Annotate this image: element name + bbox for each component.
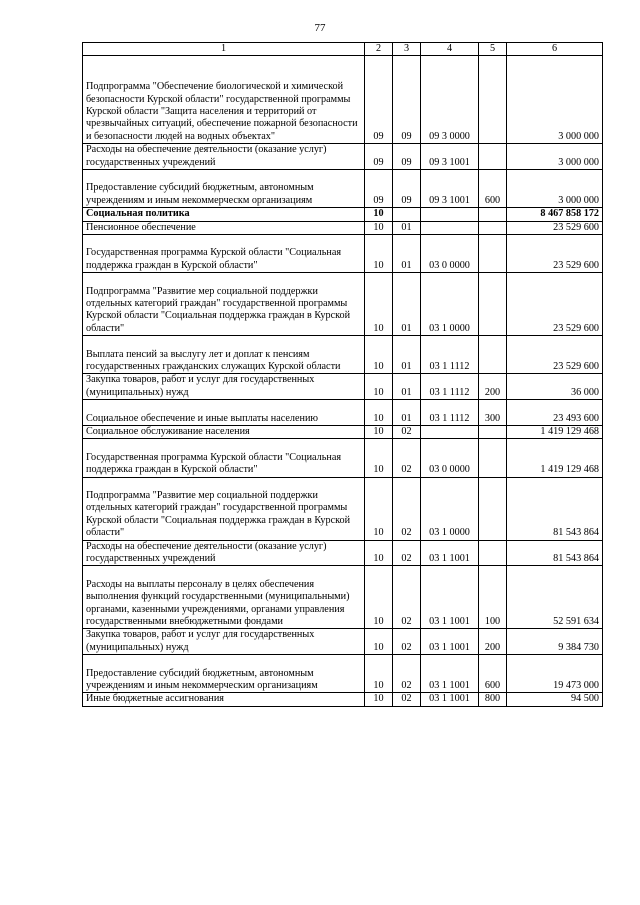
row-subsection-cell: 02 [393,439,421,477]
row-target-article-cell: 03 1 1001 [421,540,479,566]
row-subsection-cell: 09 [393,170,421,208]
row-subsection-cell: 09 [393,56,421,144]
row-expense-type-cell [479,56,507,144]
table-row [83,477,603,540]
table-row [83,693,603,706]
row-amount-cell: 3 000 000 [507,144,603,170]
row-amount-cell: 23 493 600 [507,400,603,426]
row-section-cell: 09 [365,170,393,208]
row-amount-cell: 3 000 000 [507,170,603,208]
row-target-article-cell [421,221,479,234]
row-expense-type-cell [479,336,507,374]
row-amount-cell: 52 591 634 [507,566,603,629]
row-amount-cell: 19 473 000 [507,655,603,693]
row-name-cell: Государственная программа Курской области "Социальная поддержка граждан в Курской области" [83,235,365,273]
row-target-article-cell [421,208,479,221]
row-subsection-cell: 02 [393,693,421,706]
row-expense-type-cell [479,273,507,336]
row-amount-cell: 23 529 600 [507,336,603,374]
row-name-cell: Социальное обслуживание населения [83,426,365,439]
table-header-row [83,43,603,56]
row-name-cell: Закупка товаров, работ и услуг для государственных (муниципальных) нужд [83,374,365,400]
row-section-cell: 10 [365,374,393,400]
row-name-cell: Предоставление субсидий бюджетным, автономным учреждениям и иным некоммерческим организациям [83,655,365,693]
header-col-2: 2 [365,43,393,56]
table-row [83,235,603,273]
table-row [83,629,603,655]
row-section-cell: 10 [365,221,393,234]
row-amount-cell: 8 467 858 172 [507,208,603,221]
row-subsection-cell: 01 [393,336,421,374]
row-target-article-cell: 03 1 1112 [421,374,479,400]
row-subsection-cell: 01 [393,374,421,400]
row-target-article-cell: 03 1 1001 [421,655,479,693]
table-row [83,655,603,693]
row-subsection-cell: 02 [393,629,421,655]
row-expense-type-cell [479,439,507,477]
row-section-cell: 10 [365,208,393,221]
row-amount-cell: 23 529 600 [507,273,603,336]
row-section-cell: 10 [365,235,393,273]
row-name-cell: Расходы на выплаты персоналу в целях обеспечения выполнения функций государственными (муниципальными) органами, казенными учреждениями, органами управления государственными внебюджетными фондами [83,566,365,629]
row-section-cell: 10 [365,693,393,706]
table-row [83,144,603,170]
table-row [83,56,603,144]
row-expense-type-cell: 200 [479,629,507,655]
row-expense-type-cell [479,477,507,540]
row-name-cell: Подпрограмма "Обеспечение биологической и химической безопасности Курской области" государственной программы Курской области "Защита населения и территорий от чрезвычайных ситуаций, обеспечение пожарной безопасности и безопасности людей на водных объектах" [83,56,365,144]
row-expense-type-cell: 200 [479,374,507,400]
row-expense-type-cell [479,426,507,439]
row-amount-cell: 23 529 600 [507,235,603,273]
table-row [83,221,603,234]
row-target-article-cell [421,426,479,439]
row-expense-type-cell [479,235,507,273]
row-name-cell: Расходы на обеспечение деятельности (оказание услуг) государственных учреждений [83,144,365,170]
row-section-cell: 10 [365,426,393,439]
header-col-4: 4 [421,43,479,56]
row-name-cell: Предоставление субсидий бюджетным, автономным учреждениям и иным некоммерческм организациям [83,170,365,208]
row-target-article-cell: 09 3 1001 [421,144,479,170]
row-target-article-cell: 03 1 1112 [421,336,479,374]
row-expense-type-cell [479,208,507,221]
row-expense-type-cell: 300 [479,400,507,426]
row-subsection-cell: 01 [393,235,421,273]
row-section-cell: 10 [365,629,393,655]
row-subsection-cell: 09 [393,144,421,170]
row-subsection-cell: 01 [393,400,421,426]
row-subsection-cell: 02 [393,540,421,566]
row-name-cell: Социальное обеспечение и иные выплаты населению [83,400,365,426]
table-row [83,170,603,208]
row-target-article-cell: 03 1 0000 [421,477,479,540]
table-row [83,566,603,629]
row-target-article-cell: 03 1 1001 [421,693,479,706]
row-subsection-cell: 02 [393,566,421,629]
row-expense-type-cell [479,221,507,234]
header-col-5: 5 [479,43,507,56]
row-subsection-cell: 01 [393,273,421,336]
row-subsection-cell: 01 [393,221,421,234]
table-row [83,439,603,477]
row-amount-cell: 1 419 129 468 [507,426,603,439]
row-section-cell: 10 [365,540,393,566]
row-section-cell: 10 [365,273,393,336]
row-name-cell: Подпрограмма "Развитие мер социальной поддержки отдельных категорий граждан" государственной программы Курской области "Социальная поддержка граждан в Курской области" [83,477,365,540]
header-col-1: 1 [83,43,365,56]
row-expense-type-cell: 100 [479,566,507,629]
row-amount-cell: 36 000 [507,374,603,400]
row-amount-cell: 81 543 864 [507,540,603,566]
row-name-cell: Выплата пенсий за выслугу лет и доплат к пенсиям государственных гражданских служащих Курской области [83,336,365,374]
row-subsection-cell: 02 [393,477,421,540]
row-expense-type-cell [479,540,507,566]
header-col-3: 3 [393,43,421,56]
row-name-cell: Пенсионное обеспечение [83,221,365,234]
row-target-article-cell: 03 1 1001 [421,566,479,629]
table-row [83,540,603,566]
row-section-cell: 10 [365,655,393,693]
row-amount-cell: 3 000 000 [507,56,603,144]
row-subsection-cell: 02 [393,426,421,439]
row-expense-type-cell [479,144,507,170]
row-section-cell: 10 [365,566,393,629]
row-section-cell: 10 [365,439,393,477]
row-amount-cell: 94 500 [507,693,603,706]
row-section-cell: 10 [365,336,393,374]
row-amount-cell: 9 384 730 [507,629,603,655]
row-name-cell: Иные бюджетные ассигнования [83,693,365,706]
table-row [83,336,603,374]
row-target-article-cell: 03 0 0000 [421,235,479,273]
table-row [83,374,603,400]
page-number: 77 [314,22,326,34]
row-target-article-cell: 09 3 0000 [421,56,479,144]
table-row [83,400,603,426]
row-name-cell: Подпрограмма "Развитие мер социальной поддержки отдельных категорий граждан" государственной программы Курской области "Социальная поддержка граждан в Курской области" [83,273,365,336]
row-target-article-cell: 03 1 1001 [421,629,479,655]
header-col-6: 6 [507,43,603,56]
table-row [83,426,603,439]
row-section-cell: 09 [365,56,393,144]
row-expense-type-cell: 600 [479,655,507,693]
row-expense-type-cell: 600 [479,170,507,208]
row-name-cell: Государственная программа Курской области "Социальная поддержка граждан в Курской области" [83,439,365,477]
row-amount-cell: 23 529 600 [507,221,603,234]
row-name-cell: Расходы на обеспечение деятельности (оказание услуг) государственных учреждений [83,540,365,566]
row-target-article-cell: 03 0 0000 [421,439,479,477]
row-name-cell: Закупка товаров, работ и услуг для государственных (муниципальных) нужд [83,629,365,655]
row-section-cell: 09 [365,144,393,170]
budget-table [82,42,603,707]
table-row [83,273,603,336]
row-target-article-cell: 03 1 0000 [421,273,479,336]
row-target-article-cell: 09 3 1001 [421,170,479,208]
row-subsection-cell [393,208,421,221]
row-section-cell: 10 [365,477,393,540]
table-row [83,208,603,221]
row-amount-cell: 81 543 864 [507,477,603,540]
table-body [83,56,603,706]
row-name-cell: Социальная политика [83,208,365,221]
row-amount-cell: 1 419 129 468 [507,439,603,477]
row-section-cell: 10 [365,400,393,426]
row-subsection-cell: 02 [393,655,421,693]
row-expense-type-cell: 800 [479,693,507,706]
row-target-article-cell: 03 1 1112 [421,400,479,426]
